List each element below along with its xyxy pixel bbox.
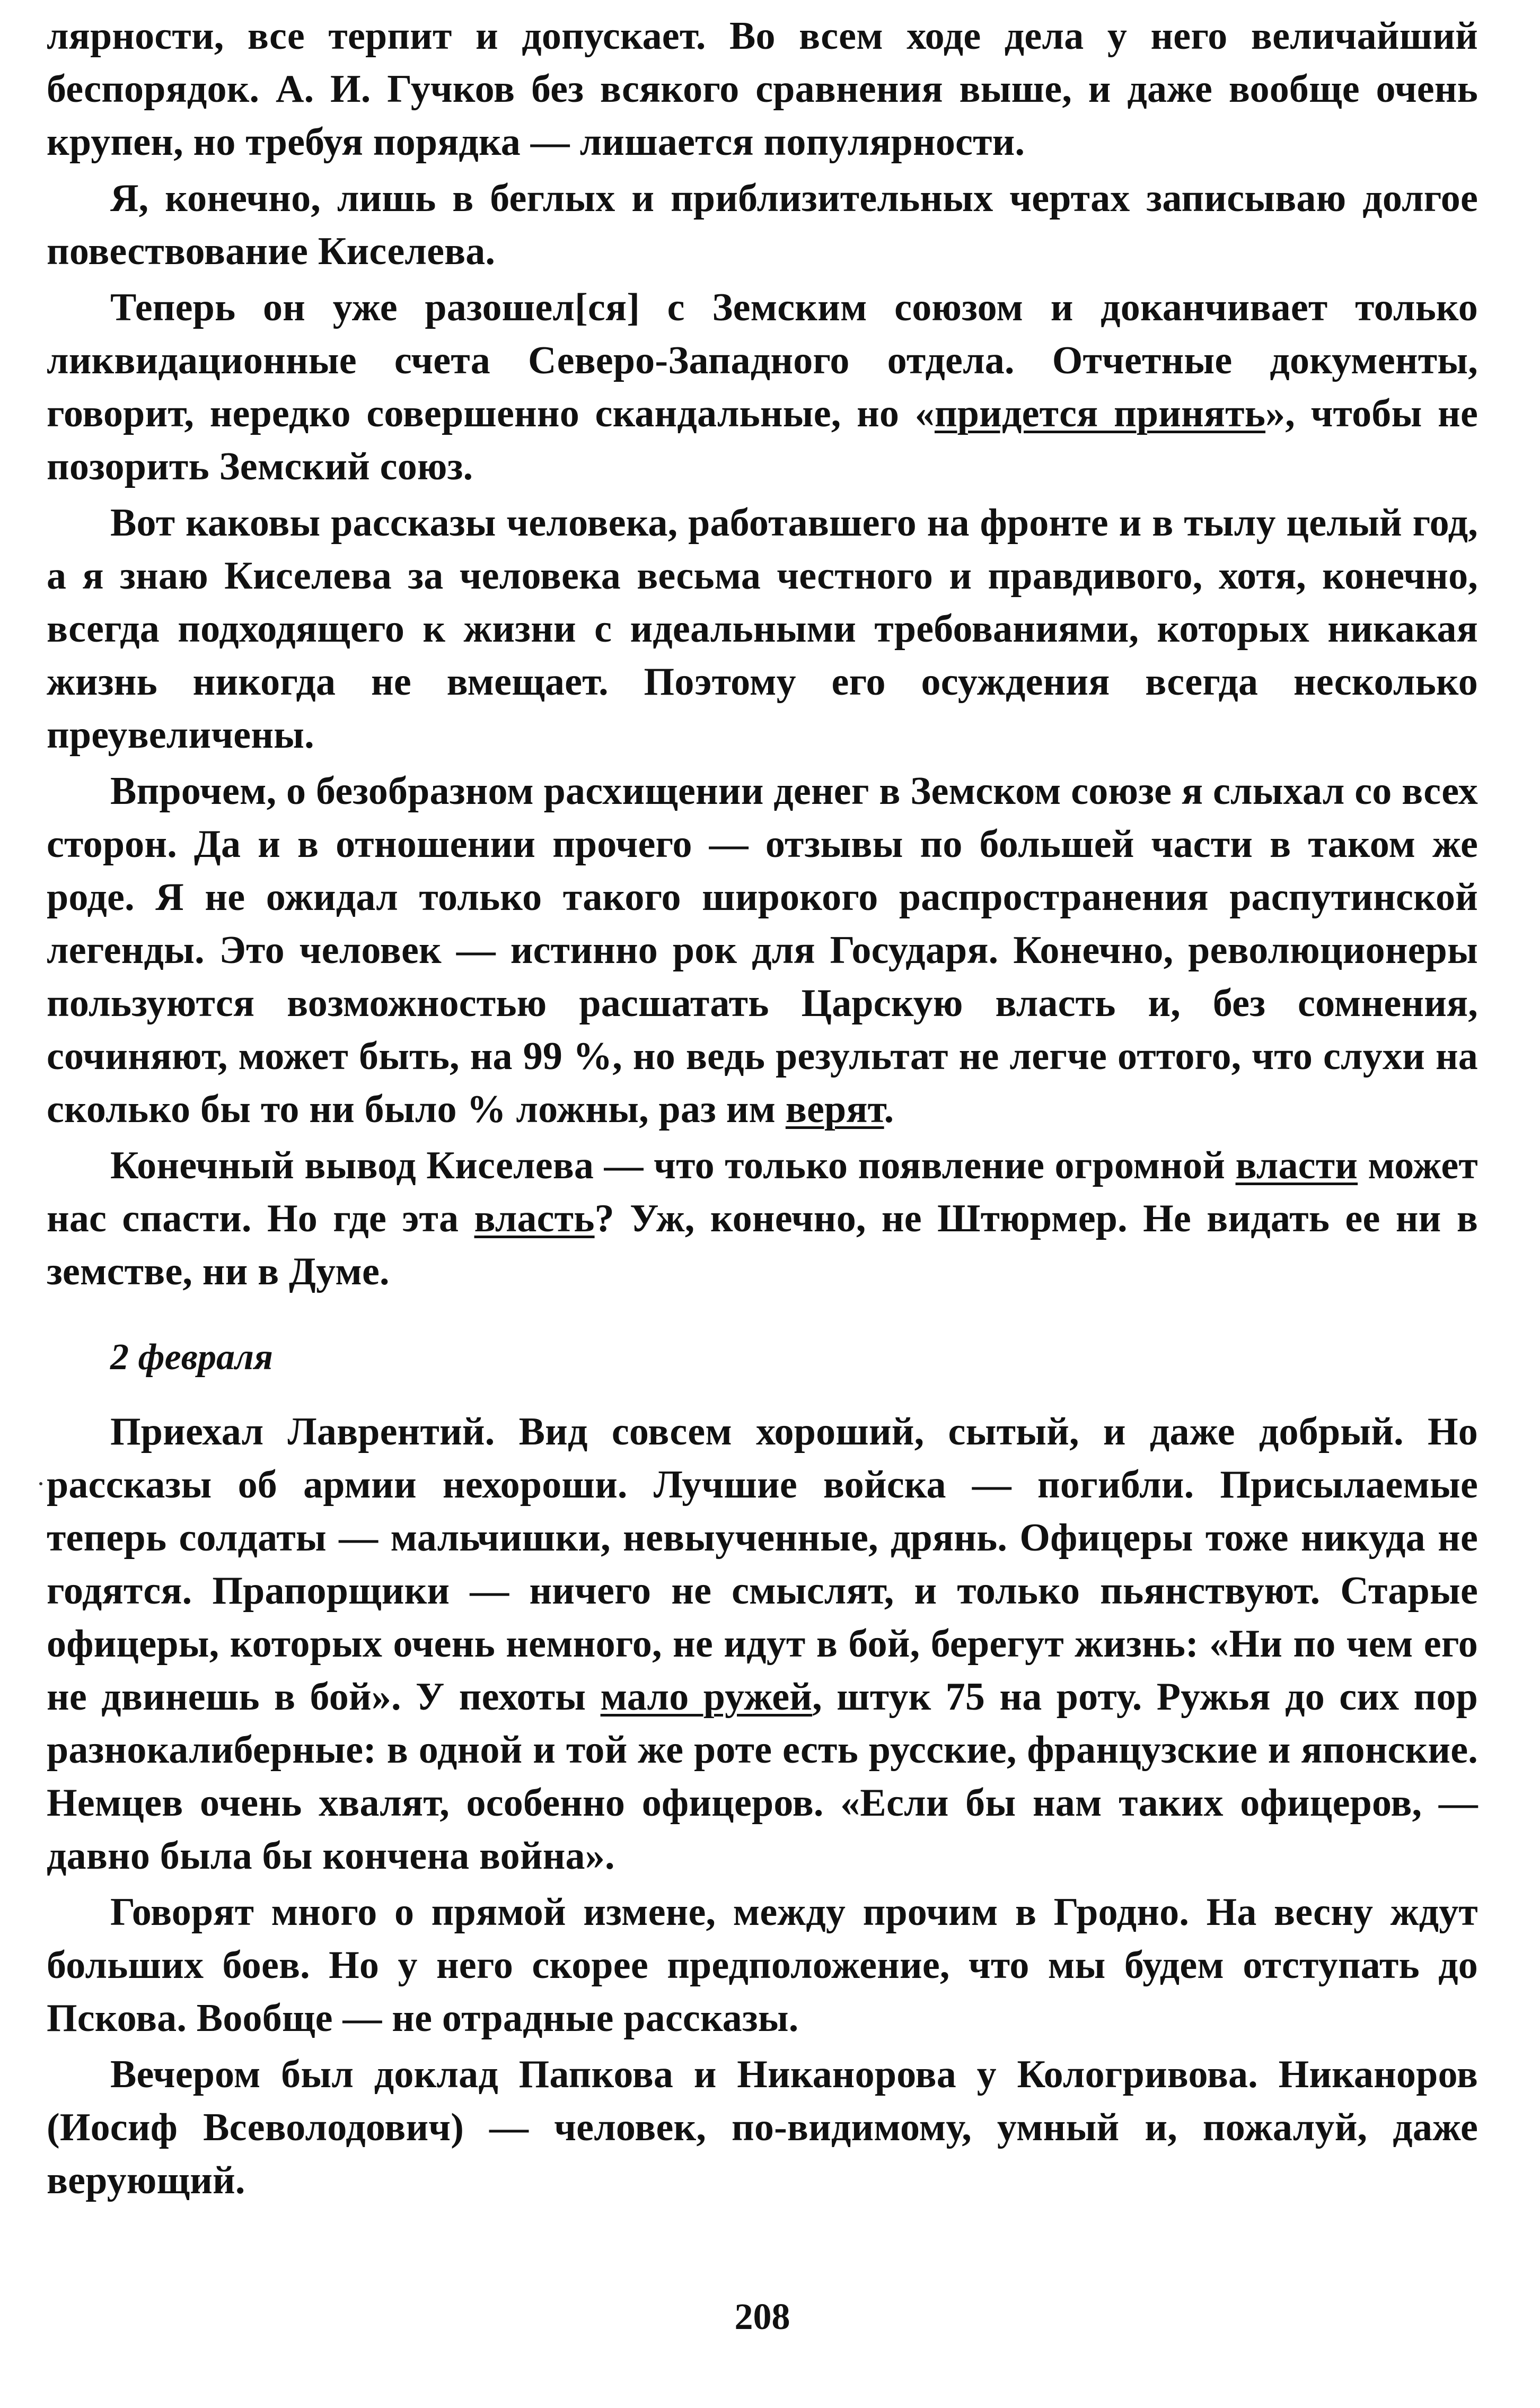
text-run: Приехал Лаврентий. Вид совсем хороший, сытый, и даже добрый. Но рассказы об армии нехороши. Лучшие войска — погибли. Присылаемые теперь солдаты — мальчишки, невыученные, дрянь. Офицеры тоже никуда не годятся. Прапорщики — ничего не смыслят, и только пьянствуют. Старые офицеры, которых очень немного, не идут в бой, берегут жизнь: «Ни по чем его не двинешь в бой». У пехоты — [47, 1410, 1478, 1719]
underlined-text: верят — [785, 1088, 884, 1131]
page-number: 208 — [734, 2297, 790, 2337]
text-run: . — [884, 1088, 894, 1131]
text-run: лярности, все терпит и допускает. Во всем ходе дела у него величайший беспорядок. А. И. Гучков без всякого сравнения выше, и даже вообще очень крупен, но требуя порядка — лишается популярности. — [47, 14, 1478, 164]
underlined-text: власть — [474, 1197, 595, 1240]
text-run: Вот каковы рассказы человека, работавшего на фронте и в тылу целый год, а я знаю Киселева за человека весьма честного и правдивого, хотя, конечно, всегда подходящего к жизни с идеальными требованиями, которых никакая жизнь никогда не вмещает. Поэтому его осуждения всегда несколько преувеличены. — [47, 501, 1478, 757]
text-run: Говорят много о прямой измене, между прочим в Гродно. На весну ждут больших боев. Но у него скорее предположение, что мы будем отступать до Пскова. Вообще — не отрадные рассказы. — [47, 1890, 1478, 2040]
text-run: Вечером был доклад Папкова и Никанорова у Кологривова. Никаноров (Иосиф Всеволодович) — человек, по-видимому, умный и, пожалуй, даже верующий. — [47, 2053, 1478, 2202]
text-run: , штук 75 на роту. Ружья до сих пор разнокалиберные: в одной и той же роте есть русские, французские и японские. Немцев очень хвалят, особенно офицеров. «Если бы нам таких офицеров, — давно была бы кончена война». — [47, 1675, 1478, 1878]
paragraph — [47, 1139, 1478, 1298]
paragraph — [47, 1886, 1478, 2045]
paragraph — [47, 281, 1478, 493]
paragraph — [47, 172, 1478, 278]
text-run: Конечный вывод Киселева — что только появление огромной — [110, 1144, 1236, 1187]
book-page — [47, 0, 1478, 2408]
text-run: Я, конечно, лишь в беглых и приблизительных чертах записываю долгое повествование Киселева. — [47, 177, 1478, 273]
paragraph — [47, 2048, 1478, 2207]
text-run: Теперь он уже разошел[ся] с Земским союзом и доканчивает только ликвидационные счета Северо-Западного отдела. Отчетные документы, говорит, нередко совершенно скандальные, но « — [47, 286, 1478, 435]
paragraph — [47, 765, 1478, 1136]
date-heading: 2 февраля — [110, 1337, 273, 1378]
underlined-text: придется принять — [934, 392, 1266, 435]
paragraph — [47, 496, 1478, 761]
text-run: Впрочем, о безобразном расхищении денег в Земском союзе я слыхал со всех сторон. Да и в отношении прочего — отзывы по большей части в таком же роде. Я не ожидал только такого широкого распространения распутинской легенды. Это человек — истинно рок для Государя. Конечно, революционеры пользуются возможностью расшатать Царскую власть и, без сомнения, сочиняют, может быть, на 99 %, но ведь результат не легче оттого, что слухи на сколько бы то ни было % ложны, раз им — [47, 769, 1478, 1131]
paragraphs-after-date — [47, 1405, 1478, 2207]
paragraph — [47, 1405, 1478, 1882]
underlined-text: власти — [1235, 1144, 1358, 1187]
paragraphs-before-date — [47, 10, 1478, 1298]
text-run: может нас спасти. Но где эта — [47, 1144, 1478, 1240]
text-run: », чтобы не позорить Земский союз. — [47, 392, 1479, 488]
text-run: ? Уж, конечно, не Штюрмер. Не видать ее ни в земстве, ни в Думе. — [47, 1197, 1478, 1293]
paragraph — [47, 10, 1478, 169]
body-text — [47, 10, 1478, 2207]
scan-speck — [39, 1482, 42, 1485]
underlined-text: мало ружей — [600, 1675, 813, 1719]
